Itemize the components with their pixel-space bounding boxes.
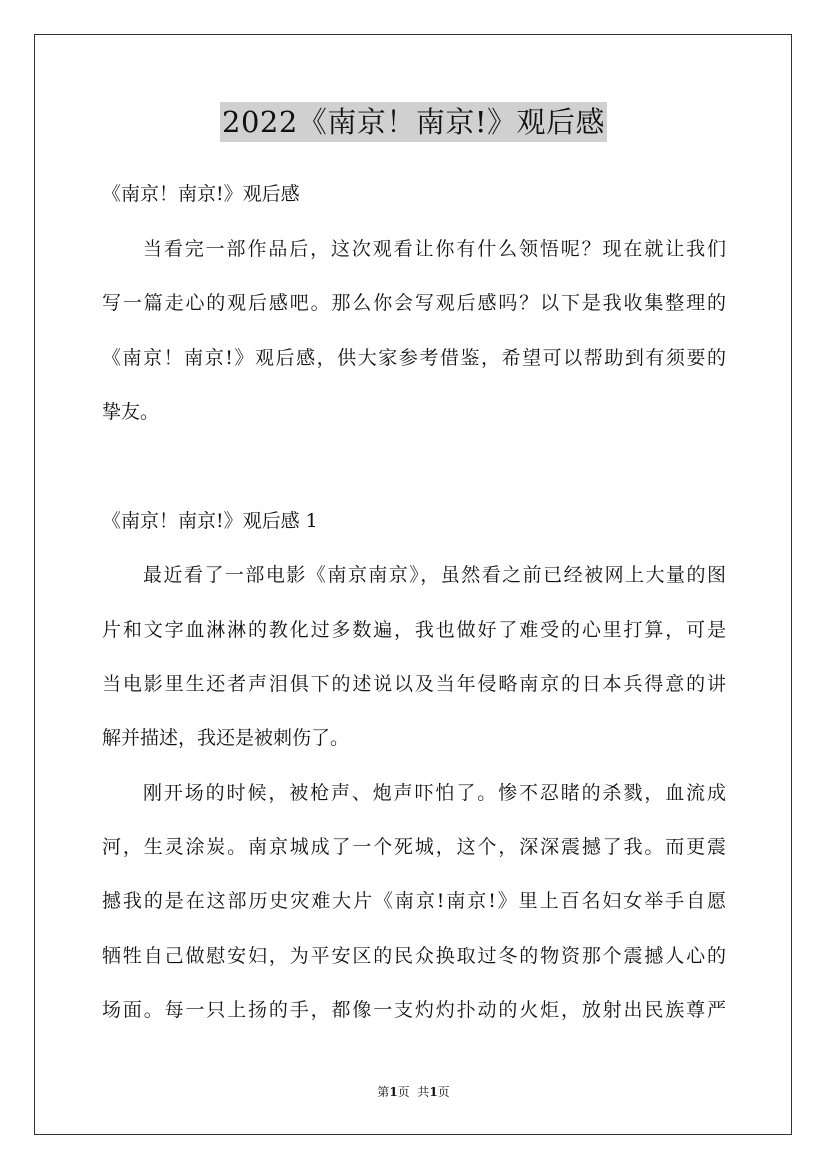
subtitle: 《南京！南京!》观后感 (102, 183, 300, 205)
paragraph-line: 场面。每一只上扬的手，都像一支灼灼扑动的火炬，放射出民族尊严 (102, 999, 726, 1021)
total-pages-number: 1 (429, 1085, 438, 1099)
intro-line: 《南京！南京!》观后感，供大家参考借鉴，希望可以帮助到有须要的 (102, 347, 726, 369)
footer-middle: 页 共 (397, 1085, 430, 1099)
title-container (0, 102, 827, 142)
current-page-number: 1 (389, 1085, 398, 1099)
section-heading: 《南京！南京!》观后感 1 (102, 510, 318, 532)
paragraph-line: 河，生灵涂炭。南京城成了一个死城，这个，深深震撼了我。而更震 (102, 836, 726, 858)
page-footer (0, 1084, 827, 1100)
paragraph-line: 当电影里生还者声泪俱下的述说以及当年侵略南京的日本兵得意的讲 (102, 673, 726, 695)
footer-prefix: 第 (377, 1085, 390, 1099)
intro-line: 挚友。 (102, 401, 160, 423)
paragraph-line: 撼我的是在这部历史灾难大片《南京!南京!》里上百名妇女举手自愿 (102, 890, 726, 912)
paragraph-line: 牺牲自己做慰安妇，为平安区的民众换取过冬的物资那个震撼人心的 (102, 945, 726, 967)
paragraph-line: 解并描述，我还是被刺伤了。 (102, 727, 350, 749)
paragraph-line: 最近看了一部电影《南京南京》，虽然看之前已经被网上大量的图 (143, 564, 726, 586)
footer-suffix: 页 (437, 1085, 450, 1099)
document-title: 2022《南京！南京!》观后感 (220, 102, 607, 142)
paragraph-line: 片和文字血淋淋的教化过多数遍，我也做好了难受的心里打算，可是 (102, 619, 726, 641)
paragraph-line: 刚开场的时候，被枪声、炮声吓怕了。惨不忍睹的杀戮，血流成 (143, 782, 726, 804)
intro-line: 当看完一部作品后，这次观看让你有什么领悟呢？现在就让我们 (143, 238, 726, 260)
intro-line: 写一篇走心的观后感吧。那么你会写观后感吗？以下是我收集整理的 (102, 292, 726, 314)
